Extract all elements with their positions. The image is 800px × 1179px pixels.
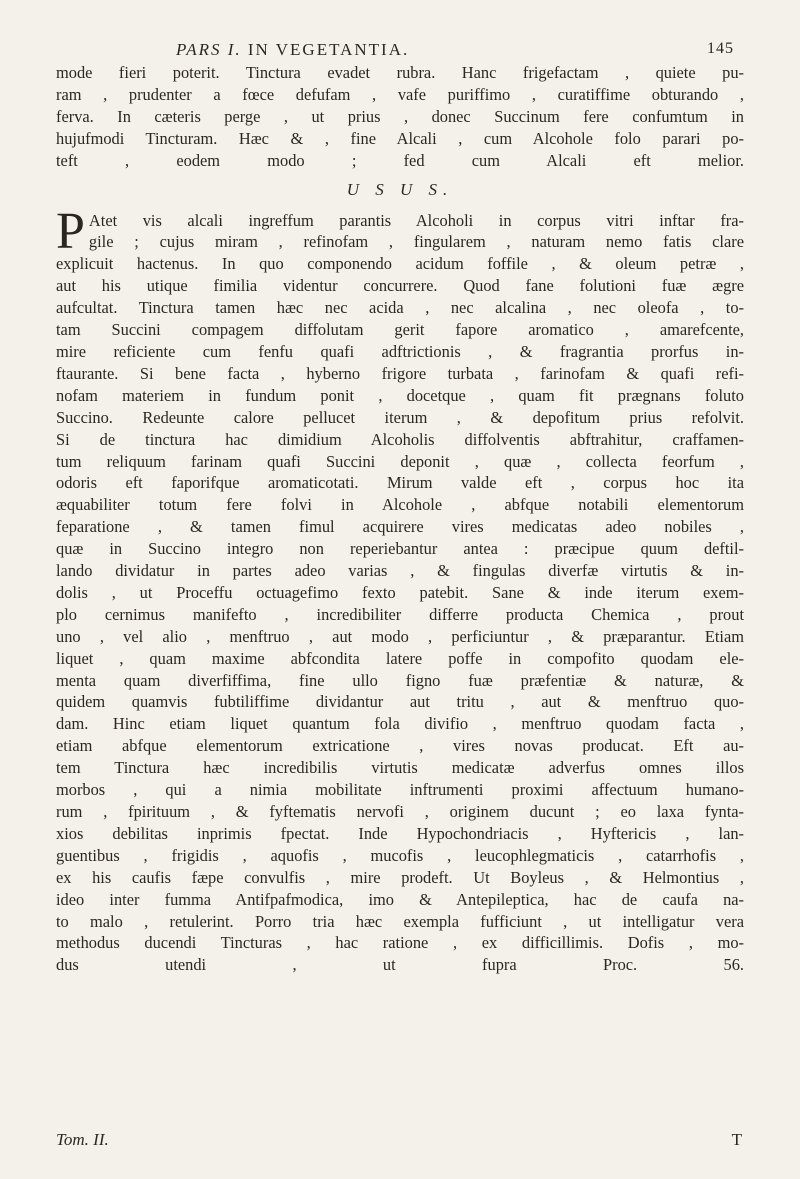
text-line: nofam materiem in fundum ponit , docetque , quam fit prægnans foluto <box>56 385 744 405</box>
volume-mark: Tom. II. <box>56 1130 109 1149</box>
text-line: explicuit hactenus. In quo componendo acidum foffile , & oleum petræ , <box>56 254 744 274</box>
page-number: 145 <box>707 40 734 57</box>
running-head-part: PARS I. <box>176 40 242 59</box>
text-line: aufcultat. Tinctura tamen hæc nec acida , nec alcalina , nec oleofa , to- <box>56 298 744 318</box>
text-line: feparatione , & tamen fimul acquirere vires medicatas adeo nobiles , <box>56 517 744 537</box>
text-line: morbos , qui a nimia mobilitate inftrumenti proximi affectuum humano- <box>56 780 744 800</box>
text-line: hujufmodi Tincturam. Hæc & , fine Alcali , cum Alcohole folo parari po- <box>56 128 744 148</box>
text-line: ideo inter fumma Antifpafmodica, imo & Antepileptica, hac de caufa na- <box>56 889 744 909</box>
text-line: dolis , ut Proceffu octuagefimo fexto patebit. Sane & inde iterum exem- <box>56 582 744 602</box>
text-line: etiam abfque elementorum extricatione , vires novas producat. Eft au- <box>56 736 744 756</box>
text-line: ftaurante. Si bene facta , hyberno frigore turbata , farinofam & quafi refi- <box>56 363 744 383</box>
text-line: rum , fpirituum , & fyftematis nervofi , originem ducunt ; eo laxa fynta- <box>56 802 744 821</box>
text-line: Si de tinctura hac dimidium Alcoholis diffolventis abftrahitur, craffamen- <box>56 429 744 449</box>
text-line: ferva. In cæteris perge , ut prius , donec Succinum fere confumtum in <box>56 106 744 126</box>
text-line: tum reliquum farinam quafi Succini deponit , quæ , collecta feorfum , <box>56 451 744 471</box>
page-footer <box>56 1130 744 1160</box>
text-line: tem Tinctura hæc incredibilis virtutis medicatæ adverfus omnes illos <box>56 758 744 778</box>
text-line: dus utendi , ut fupra Proc. 56. <box>56 955 744 975</box>
running-head <box>176 40 409 60</box>
text-line: teft , eodem modo ; fed cum Alcali eft melior. <box>56 150 744 170</box>
text-line: odoris eft faporifque aromaticotati. Mirum valde eft , corpus hoc ita <box>56 473 744 493</box>
text-line: lando dividatur in partes adeo varias , & fingulas diverfæ virtutis & in- <box>56 561 744 581</box>
paragraph-usus <box>56 202 744 977</box>
usus-lines <box>56 253 744 976</box>
text-line: ex his caufis fæpe convulfis , mire prodeft. Ut Boyleus , & Helmontius , <box>56 867 744 887</box>
text-line: uno , vel alio , menftruo , aut modo , perficiuntur , & præparantur. Etiam <box>56 626 744 646</box>
text-line: quæ in Succino integro non reperiebantur antea : præcipue quum deftil- <box>56 539 744 559</box>
running-head-subject: IN VEGETANTIA. <box>247 40 410 59</box>
text-line: liquet , quam maxime abfcondita latere poffe in compofito quodam ele- <box>56 648 744 668</box>
section-title: U S U S. <box>346 179 454 199</box>
text-line: aut his utique fimilia videntur concurrere. Quod fane folutioni fuæ ægre <box>56 276 744 296</box>
text-line: tam Succini compagem diffolutam gerit fapore aromatico , amarefcente, <box>56 320 744 340</box>
text-line: Succino. Redeunte calore pellucet iterum , & depofitum prius refolvit. <box>56 407 744 427</box>
drop-cap: P <box>56 202 85 260</box>
text-line: ram , prudenter a fœce defufam , vafe puriffimo , curatiffime obturando , <box>56 84 744 104</box>
page-header <box>56 28 744 62</box>
signature-mark: T <box>731 1130 742 1149</box>
text-line: plo cernimus manifefto , incredibiliter differre producta Chemica , prout <box>56 604 744 624</box>
text-line: quidem quamvis fubtiliffime dividantur aut tritu , aut & menftruo quo- <box>56 692 744 712</box>
text-line: menta quam diverfiffima, fine ullo figno fuæ præfentiæ & naturæ, & <box>56 670 744 690</box>
text-line: mode fieri poterit. Tinctura evadet rubra. Hanc frigefactam , quiete pu- <box>56 63 744 82</box>
text-line: gile ; cujus miram , refinofam , fingularem , naturam nemo fatis clare <box>88 232 744 252</box>
text-line: xios debilitas inprimis fpectat. Inde Hypochondriacis , Hyftericis , lan- <box>56 823 744 843</box>
text-line: æquabiliter totum fere folvi in Alcohole , abfque notabili elementorum <box>56 495 744 515</box>
paragraph-preparation <box>56 62 744 172</box>
text-line: guentibus , frigidis , aquofis , mucofis , leucophlegmaticis , catarrhofis , <box>56 845 744 865</box>
text-line: methodus ducendi Tincturas , hac ratione , ex difficillimis. Dofis , mo- <box>56 933 744 953</box>
text-line: mire reficiente cum fenfu quafi adftrictionis , & fragrantia prorfus in- <box>56 341 744 361</box>
text-line: Atet vis alcali ingreffum parantis Alcoholi in corpus vitri inftar fra- <box>88 210 744 230</box>
text-line: dam. Hinc etiam liquet quantum fola divifio , menftruo quodam facta , <box>56 714 744 734</box>
text-line: to malo , retulerint. Porro tria hæc exempla fufficiunt , ut intelligatur vera <box>56 911 744 931</box>
